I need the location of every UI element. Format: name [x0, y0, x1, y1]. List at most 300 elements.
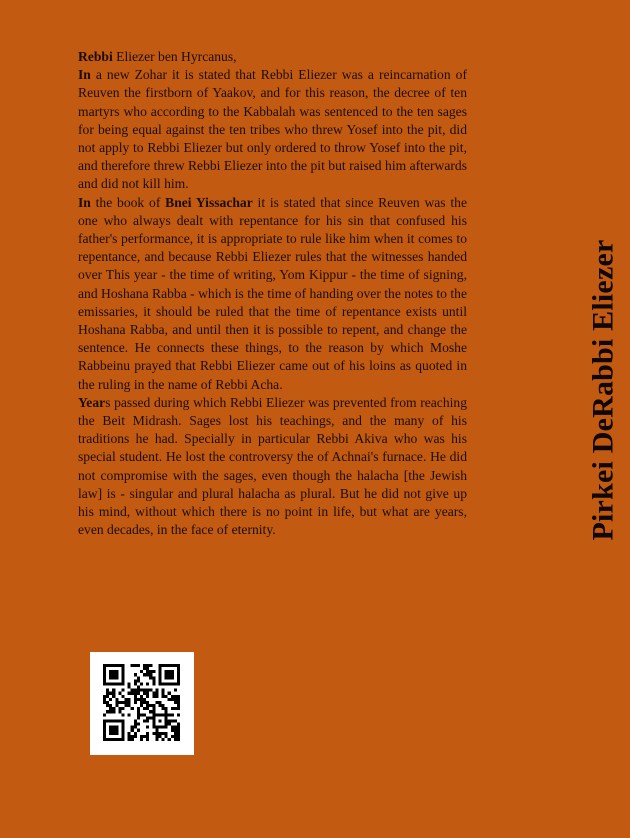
qr-module [106, 664, 109, 667]
paragraph-intro [78, 48, 467, 66]
qr-module [115, 682, 118, 685]
qr-module [140, 670, 143, 673]
qr-module [121, 738, 124, 741]
qr-module [112, 707, 115, 710]
qr-module [137, 707, 140, 710]
qr-module [158, 679, 161, 682]
qr-module [134, 701, 137, 704]
qr-module [146, 719, 149, 722]
qr-module [137, 686, 140, 689]
qr-module [162, 738, 165, 741]
qr-module [165, 695, 168, 698]
paragraph-years [78, 394, 467, 540]
qr-module [146, 692, 149, 695]
qr-module [165, 707, 168, 710]
qr-module [125, 704, 128, 707]
qr-module [174, 726, 177, 729]
qr-module [171, 664, 174, 667]
qr-module [165, 732, 168, 735]
qr-module [177, 732, 180, 735]
qr-module [128, 735, 131, 738]
qr-module [112, 719, 115, 722]
qr-module [112, 729, 115, 732]
qr-module [149, 670, 152, 673]
qr-module [125, 698, 128, 701]
qr-module [177, 729, 180, 732]
qr-module [165, 726, 168, 729]
qr-module [143, 698, 146, 701]
qr-module [112, 738, 115, 741]
qr-module [112, 726, 115, 729]
qr-module [174, 732, 177, 735]
qr-module [152, 726, 155, 729]
qr-module [112, 710, 115, 713]
qr-module [112, 670, 115, 673]
qr-module [106, 704, 109, 707]
qr-module [115, 726, 118, 729]
qr-module [177, 713, 180, 716]
qr-module [146, 704, 149, 707]
qr-module [146, 732, 149, 735]
qr-module [112, 692, 115, 695]
qr-module [106, 719, 109, 722]
qr-module [143, 689, 146, 692]
qr-module [106, 701, 109, 704]
qr-module [121, 689, 124, 692]
qr-module [103, 682, 106, 685]
qr-module [174, 682, 177, 685]
qr-module [128, 682, 131, 685]
qr-module [177, 670, 180, 673]
qr-module [131, 707, 134, 710]
paragraph-text: it is stated that since Reuven was the one who always dealt with repentance for his sin that confused his father's performance, it is appropriate to rule like him when it comes to repentance, and because Rebbi Eliezer rules that the witnesses handed over This year - the time of writing, Yom Kippur - the time of signing, and Hoshana Rabba - which is the time of handing over the notes to the emissaries, it should be ruled that the time of repentance exists until Hoshana Rabba, and until then it is possible to repent, and change the sentence. He connects these things, to the reason by which Moshe Rabbeinu prayed that Rebbi Eliezer came out of his loins as quoted in the ruling in the name of Rebbi Acha. [78, 194, 467, 392]
qr-module [152, 704, 155, 707]
qr-module [155, 726, 158, 729]
qr-module [134, 689, 137, 692]
qr-module [103, 673, 106, 676]
qr-module [149, 664, 152, 667]
qr-module [143, 673, 146, 676]
qr-module [103, 670, 106, 673]
qr-module [177, 676, 180, 679]
qr-module [106, 710, 109, 713]
qr-module [109, 729, 112, 732]
qr-module [174, 664, 177, 667]
qr-module [158, 735, 161, 738]
qr-module [165, 664, 168, 667]
qr-module [112, 682, 115, 685]
qr-module [109, 692, 112, 695]
qr-module [106, 682, 109, 685]
qr-module [165, 673, 168, 676]
qr-module [131, 664, 134, 667]
qr-module [152, 723, 155, 726]
paragraph-lead: In [78, 194, 91, 210]
qr-module [149, 710, 152, 713]
blurb-text [78, 48, 467, 539]
qr-module [137, 679, 140, 682]
qr-module [121, 729, 124, 732]
qr-module [168, 682, 171, 685]
qr-module [171, 695, 174, 698]
qr-module [152, 682, 155, 685]
qr-module [168, 723, 171, 726]
qr-module [174, 695, 177, 698]
paragraph-bnei-yissachar [78, 194, 467, 394]
qr-module [158, 670, 161, 673]
qr-module [103, 726, 106, 729]
qr-module [155, 692, 158, 695]
qr-module [152, 670, 155, 673]
qr-module [103, 738, 106, 741]
qr-module [158, 732, 161, 735]
qr-module [121, 713, 124, 716]
qr-module [103, 723, 106, 726]
qr-module [146, 689, 149, 692]
qr-module [109, 710, 112, 713]
qr-module [115, 719, 118, 722]
qr-module [146, 726, 149, 729]
qr-module [152, 716, 155, 719]
qr-module [109, 676, 112, 679]
qr-module [171, 670, 174, 673]
paragraph-text: a new Zohar it is stated that Rebbi Eliezer was a reincarnation of Reuven the firstborn of Yaakov, and for this reason, the decree of ten martyrs who according to the Kabbalah was sentenced to the ten sages for being equal against the ten tribes who threw Yosef into the pit, did not apply to Rebbi Eliezer but only ordered to throw Yosef into the pit, and therefore threw Rebbi Eliezer into the pit but raised him afterwards and did not kill him. [78, 67, 467, 192]
qr-module [168, 698, 171, 701]
qr-module [115, 729, 118, 732]
qr-module [118, 707, 121, 710]
qr-module [140, 713, 143, 716]
qr-module [121, 695, 124, 698]
qr-module [149, 676, 152, 679]
book-title: Bnei Yissachar [165, 194, 253, 210]
qr-module [165, 716, 168, 719]
qr-module [134, 695, 137, 698]
qr-module [112, 689, 115, 692]
qr-module [165, 719, 168, 722]
qr-module [112, 673, 115, 676]
qr-module [118, 719, 121, 722]
qr-module [174, 719, 177, 722]
qr-module [134, 719, 137, 722]
qr-module [158, 676, 161, 679]
qr-module [158, 667, 161, 670]
qr-module [152, 676, 155, 679]
qr-module [177, 738, 180, 741]
qr-module [131, 689, 134, 692]
qr-module [121, 719, 124, 722]
qr-module [177, 701, 180, 704]
qr-module [171, 673, 174, 676]
qr-module [143, 701, 146, 704]
qr-module [177, 704, 180, 707]
qr-module [155, 732, 158, 735]
qr-module [171, 682, 174, 685]
book-title-vertical: Pirkei DeRabbi Eliezer [586, 239, 620, 541]
qr-module [128, 701, 131, 704]
qr-module [149, 704, 152, 707]
qr-module [137, 664, 140, 667]
qr-module [115, 738, 118, 741]
qr-module [103, 676, 106, 679]
qr-module [168, 670, 171, 673]
qr-module [106, 738, 109, 741]
qr-module [115, 704, 118, 707]
qr-module [103, 679, 106, 682]
qr-module [134, 732, 137, 735]
qr-module [174, 689, 177, 692]
qr-module [162, 682, 165, 685]
qr-module [125, 701, 128, 704]
qr-module [106, 689, 109, 692]
qr-module [131, 735, 134, 738]
qr-module [121, 732, 124, 735]
qr-module [134, 723, 137, 726]
qr-module [112, 732, 115, 735]
qr-module [118, 664, 121, 667]
qr-module [158, 713, 161, 716]
qr-module [177, 698, 180, 701]
qr-module [143, 664, 146, 667]
qr-module [109, 673, 112, 676]
paragraph-zohar [78, 66, 467, 193]
qr-module [121, 679, 124, 682]
qr-code-icon [103, 664, 180, 741]
paragraph-text: the book of [90, 194, 166, 210]
qr-module [137, 698, 140, 701]
qr-module [146, 707, 149, 710]
qr-module [140, 695, 143, 698]
qr-module [115, 701, 118, 704]
qr-module [165, 682, 168, 685]
qr-code [90, 652, 194, 755]
qr-module [152, 732, 155, 735]
qr-module [109, 704, 112, 707]
qr-module [121, 676, 124, 679]
qr-module [128, 686, 131, 689]
qr-module [168, 738, 171, 741]
qr-module [162, 692, 165, 695]
qr-module [177, 695, 180, 698]
paragraph-lead: Rebbi [78, 49, 113, 64]
qr-module [134, 735, 137, 738]
qr-module [146, 716, 149, 719]
qr-module [134, 664, 137, 667]
qr-module [174, 707, 177, 710]
qr-module [152, 707, 155, 710]
qr-module [128, 738, 131, 741]
qr-module [177, 735, 180, 738]
paragraph-text: s passed during which Rebbi Eliezer was prevented from reaching the Beit Midrash. Sages lost his teachings, and the many of his traditions he had. Specially in particular Rebbi Akiva who was his special student. He lost the controversy the of Achnai's furnace. He did not compromise with the sages, even though the halacha [the Jewish law] is - singular and plural halacha as plural. But he did not give up his mind, without which there is no point in life, but what are years, even decades, in the face of eternity. [78, 394, 467, 538]
qr-module [174, 698, 177, 701]
qr-module [121, 723, 124, 726]
qr-module [121, 670, 124, 673]
qr-module [152, 719, 155, 722]
qr-module [137, 692, 140, 695]
qr-module [146, 738, 149, 741]
qr-module [168, 713, 171, 716]
qr-module [177, 664, 180, 667]
qr-module [140, 704, 143, 707]
qr-module [174, 701, 177, 704]
qr-module [171, 676, 174, 679]
qr-module [103, 729, 106, 732]
qr-module [121, 701, 124, 704]
qr-module [109, 738, 112, 741]
qr-module [152, 695, 155, 698]
qr-module [165, 676, 168, 679]
spine-title [585, 220, 621, 560]
qr-module [103, 713, 106, 716]
qr-module [146, 673, 149, 676]
qr-module [168, 664, 171, 667]
qr-module [115, 664, 118, 667]
qr-module [168, 719, 171, 722]
qr-module [134, 726, 137, 729]
qr-module [137, 710, 140, 713]
qr-module [174, 735, 177, 738]
qr-module [103, 698, 106, 701]
qr-module [162, 695, 165, 698]
qr-module [155, 689, 158, 692]
qr-module [115, 673, 118, 676]
qr-module [155, 695, 158, 698]
qr-module [171, 726, 174, 729]
qr-module [103, 664, 106, 667]
qr-module [155, 713, 158, 716]
qr-module [103, 667, 106, 670]
qr-module [109, 726, 112, 729]
qr-module [121, 667, 124, 670]
qr-module [171, 719, 174, 722]
qr-module [143, 667, 146, 670]
qr-module [140, 698, 143, 701]
qr-module [131, 726, 134, 729]
qr-module [165, 713, 168, 716]
qr-module [140, 738, 143, 741]
qr-module [118, 682, 121, 685]
qr-module [118, 738, 121, 741]
qr-module [131, 729, 134, 732]
qr-module [158, 664, 161, 667]
qr-module [168, 673, 171, 676]
qr-module [177, 673, 180, 676]
qr-module [137, 676, 140, 679]
qr-module [134, 673, 137, 676]
qr-module [140, 701, 143, 704]
qr-module [177, 679, 180, 682]
qr-module [152, 679, 155, 682]
paragraph-lead: Year [78, 394, 106, 410]
qr-module [152, 692, 155, 695]
qr-module [155, 701, 158, 704]
qr-module [171, 713, 174, 716]
qr-module [109, 664, 112, 667]
qr-module [121, 673, 124, 676]
qr-module [118, 701, 121, 704]
qr-module [109, 670, 112, 673]
qr-module [162, 713, 165, 716]
qr-module [131, 692, 134, 695]
qr-module [106, 692, 109, 695]
qr-module [162, 704, 165, 707]
qr-module [103, 695, 106, 698]
qr-module [115, 670, 118, 673]
qr-module [177, 667, 180, 670]
qr-module [165, 670, 168, 673]
qr-module [177, 682, 180, 685]
qr-module [165, 710, 168, 713]
qr-module [103, 732, 106, 735]
qr-module [106, 695, 109, 698]
qr-module [155, 735, 158, 738]
qr-module [109, 682, 112, 685]
qr-module [149, 689, 152, 692]
qr-module [128, 704, 131, 707]
qr-module [121, 707, 124, 710]
qr-module [128, 698, 131, 701]
qr-module [177, 707, 180, 710]
qr-module [121, 664, 124, 667]
qr-module [143, 735, 146, 738]
qr-module [171, 707, 174, 710]
qr-module [103, 719, 106, 722]
qr-module [137, 689, 140, 692]
qr-module [162, 707, 165, 710]
qr-module [158, 704, 161, 707]
qr-module [121, 735, 124, 738]
qr-module [146, 735, 149, 738]
qr-module [134, 682, 137, 685]
qr-module [174, 738, 177, 741]
qr-module [155, 729, 158, 732]
qr-module [162, 732, 165, 735]
qr-module [168, 692, 171, 695]
qr-module [134, 692, 137, 695]
qr-module [143, 707, 146, 710]
qr-module [109, 707, 112, 710]
qr-module [158, 673, 161, 676]
qr-module [103, 735, 106, 738]
qr-module [152, 713, 155, 716]
qr-module [143, 713, 146, 716]
qr-module [137, 716, 140, 719]
qr-module [128, 713, 131, 716]
qr-module [140, 735, 143, 738]
qr-module [109, 732, 112, 735]
qr-module [171, 735, 174, 738]
qr-module [162, 689, 165, 692]
qr-module [146, 695, 149, 698]
qr-module [165, 723, 168, 726]
qr-module [137, 723, 140, 726]
qr-module [146, 667, 149, 670]
qr-module [146, 682, 149, 685]
qr-module [134, 679, 137, 682]
qr-module [177, 723, 180, 726]
qr-module [137, 713, 140, 716]
paragraph-text: Eliezer ben Hyrcanus, [112, 49, 237, 64]
qr-module [162, 726, 165, 729]
qr-module [165, 735, 168, 738]
qr-module [174, 729, 177, 732]
qr-module [158, 701, 161, 704]
paragraph-lead: In [78, 67, 91, 83]
qr-module [158, 726, 161, 729]
qr-module [177, 726, 180, 729]
qr-module [137, 729, 140, 732]
qr-module [118, 710, 121, 713]
qr-module [158, 719, 161, 722]
